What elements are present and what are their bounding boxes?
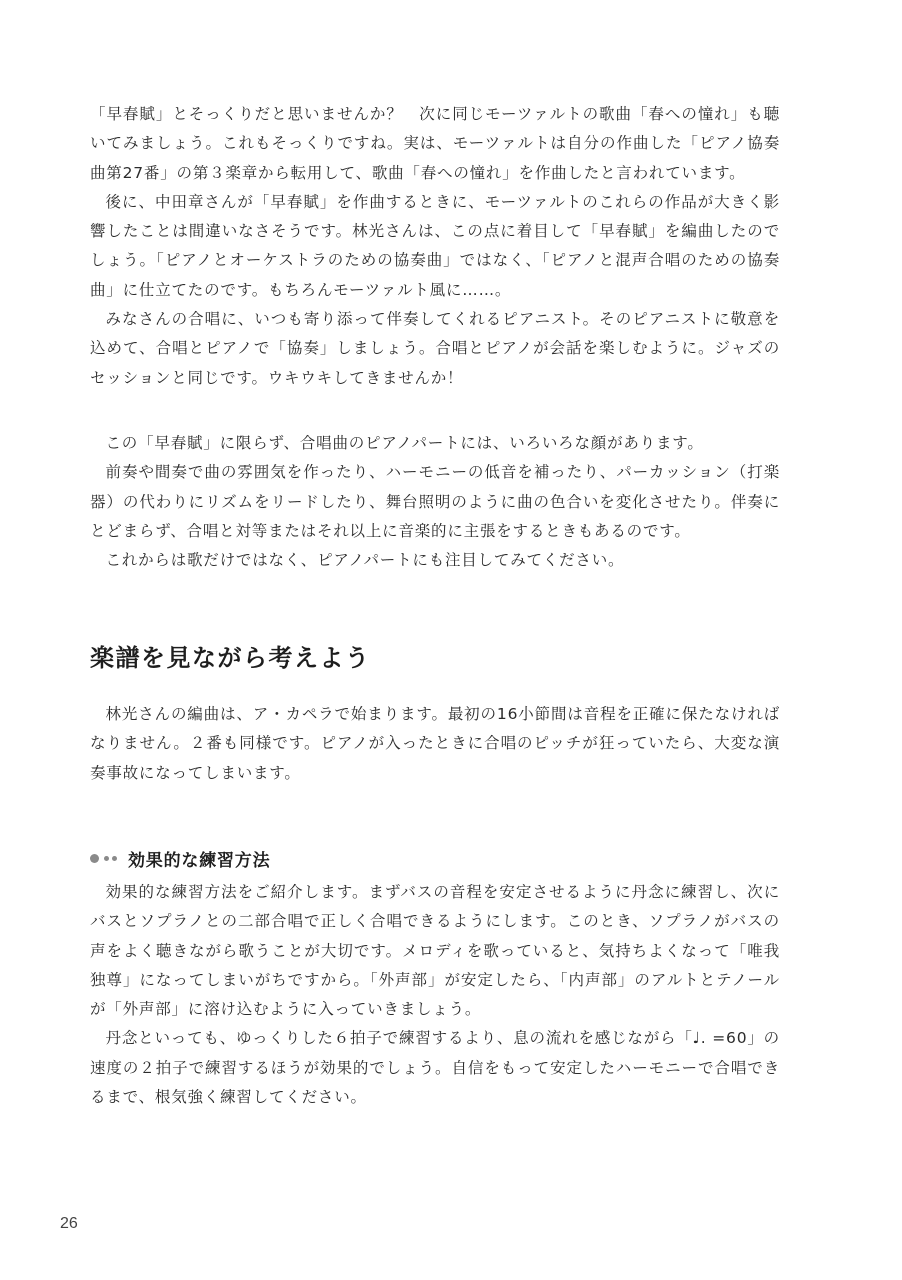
section-piano-part xyxy=(90,429,780,575)
section-intro xyxy=(90,100,780,393)
paragraph: これからは歌だけではなく、ピアノパートにも注目してみてください。 xyxy=(105,551,625,570)
paragraph: この「早春賦」に限らず、合唱曲のピアノパートには、いろいろな顔があります。 xyxy=(105,434,704,452)
bullet-dots-icon xyxy=(90,854,120,863)
paragraph: みなさんの合唱に、いつも寄り添って伴奏してくれるピアニスト。そのピアニストに敬意を込めて、合唱とピアノで「協奏」しましょう。合唱とピアノが会話を楽しむように。ジャズのセッションと同じです。ウキウキしてきませんか！ xyxy=(90,310,780,387)
paragraph: 丹念といっても、ゆっくりした６拍子で練習するより、息の流れを感じながら「♩. =60」の速度の２拍子で練習するほうが効果的でしょう。自信をもって安定したハーモニーで合唱できるまで、根気強く練習してください。 xyxy=(90,1029,780,1107)
paragraph: 前奏や間奏で曲の雰囲気を作ったり、ハーモニーの低音を補ったり、パーカッション（打楽器）の代わりにリズムをリードしたり、舞台照明のように曲の色合いを変化させたり。伴奏にとどまらず、合唱と対等またはそれ以上に音楽的に主張をするときもあるのです。 xyxy=(90,463,780,540)
section-practice-method xyxy=(90,878,780,1112)
subsection-heading-text: 効果的な練習方法 xyxy=(128,851,271,871)
subsection-heading xyxy=(90,846,270,871)
paragraph: 効果的な練習方法をご紹介します。まずバスの音程を安定させるように丹念に練習し、次にバスとソプラノとの二部合唱で正しく合唱できるようにします。このとき、ソプラノがバスの声をよく聴きながら歌うことが大切です。メロディを歌っていると、気持ちよくなって「唯我独尊」になってしまいがちですから。「外声部」が安定したら、「内声部」のアルトとテノールが「外声部」に溶け込むように入っていきましょう。 xyxy=(90,883,780,1019)
section-heading: 楽譜を見ながら考えよう xyxy=(90,644,371,672)
paragraph: 「早春賦」とそっくりだと思いませんか？ 次に同じモーツァルトの歌曲「春への憧れ」も聴いてみましょう。これもそっくりですね。実は、モーツァルトは自分の作曲した「ピアノ協奏曲第27番」の第３楽章から転用して、歌曲「春への憧れ」を作曲したと言われています。 xyxy=(90,105,780,182)
paragraph: 後に、中田章さんが「早春賦」を作曲するときに、モーツァルトのこれらの作品が大きく影響したことは間違いなさそうです。林光さんは、この点に着目して「早春賦」を編曲したのでしょう。「ピアノとオーケストラのための協奏曲」ではなく、「ピアノと混声合唱のための協奏曲」に仕立てたのです。もちろんモーツァルト風に……。 xyxy=(90,192,780,299)
section-score xyxy=(90,700,780,788)
paragraph: 林光さんの編曲は、ア・カペラで始まります。最初の16小節間は音程を正確に保たなければなりません。２番も同様です。ピアノが入ったときに合唱のピッチが狂っていたら、大変な演奏事故になってしまいます。 xyxy=(90,705,780,782)
page-number: 26 xyxy=(60,1215,78,1232)
